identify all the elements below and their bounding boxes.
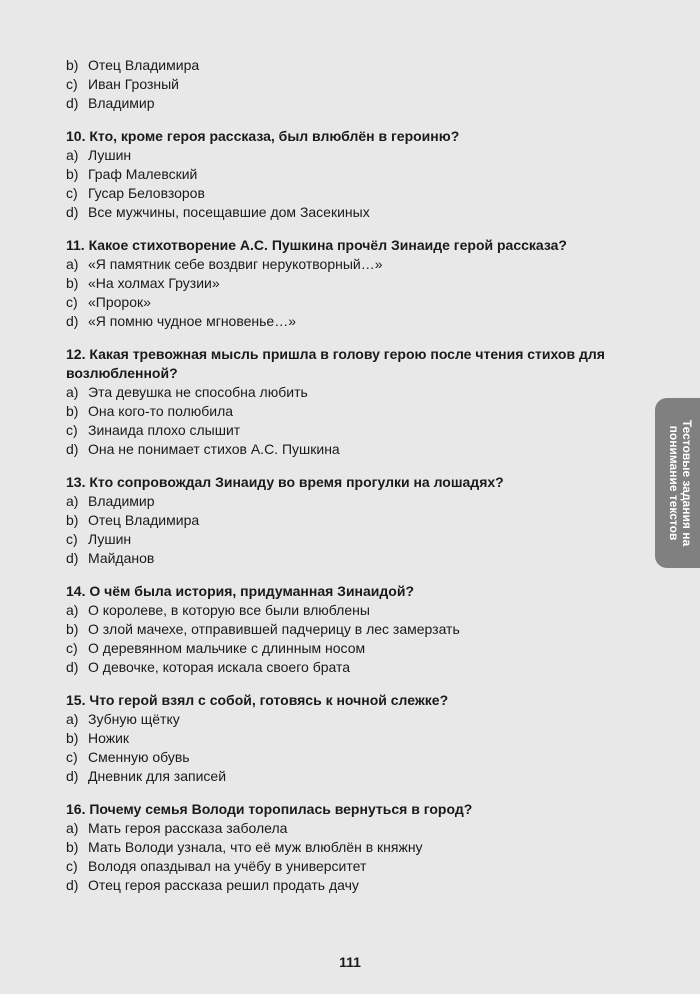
question-title: 16. Почему семья Володи торопилась вернуться в город? xyxy=(66,801,473,817)
answer-option xyxy=(66,165,636,184)
option-text: Отец героя рассказа решил продать дачу xyxy=(88,877,359,893)
answer-option xyxy=(66,94,636,113)
answer-option xyxy=(66,620,636,639)
option-text: Она кого-то полюбила xyxy=(88,403,234,419)
option-text: О злой мачехе, отправившей падчерицу в лес замерзать xyxy=(88,621,460,637)
option-text: Гусар Беловзоров xyxy=(88,185,205,201)
option-letter: c) xyxy=(66,531,78,547)
option-letter: d) xyxy=(66,313,79,329)
option-letter: b) xyxy=(66,57,79,73)
page-content xyxy=(66,56,636,895)
option-text: Мать Володи узнала, что её муж влюблён в княжну xyxy=(88,839,423,855)
option-text: Отец Владимира xyxy=(88,512,200,528)
answer-option xyxy=(66,639,636,658)
option-text: Сменную обувь xyxy=(88,749,190,765)
option-letter: d) xyxy=(66,550,79,566)
question-block xyxy=(66,800,636,895)
answer-option xyxy=(66,274,636,293)
answer-option xyxy=(66,402,636,421)
question-block xyxy=(66,345,636,459)
option-text: «Я памятник себе воздвиг нерукотворный…» xyxy=(88,256,383,272)
preceding-options xyxy=(66,56,636,113)
option-letter: a) xyxy=(66,256,79,272)
option-text: Все мужчины, посещавшие дом Засекиных xyxy=(88,204,370,220)
answer-option xyxy=(66,530,636,549)
option-letter: c) xyxy=(66,422,78,438)
option-letter: a) xyxy=(66,711,79,727)
question-title: 15. Что герой взял с собой, готовясь к ночной слежке? xyxy=(66,692,449,708)
answer-option xyxy=(66,146,636,165)
answer-option xyxy=(66,383,636,402)
option-letter: d) xyxy=(66,204,79,220)
question-title: 14. О чём была история, придуманная Зинаидой? xyxy=(66,583,414,599)
option-letter: a) xyxy=(66,147,79,163)
option-letter: d) xyxy=(66,441,79,457)
answer-option xyxy=(66,748,636,767)
answer-option xyxy=(66,601,636,620)
answer-option xyxy=(66,838,636,857)
answer-option xyxy=(66,421,636,440)
side-tab-label: Тестовые задания на понимание текстов xyxy=(667,419,694,547)
option-letter: b) xyxy=(66,275,79,291)
question-title: 11. Какое стихотворение А.С. Пушкина прочёл Зинаиде герой рассказа? xyxy=(66,237,567,253)
option-text: Иван Грозный xyxy=(88,76,179,92)
questions-list xyxy=(66,127,636,895)
question-title: 13. Кто сопровождал Зинаиду во время прогулки на лошадях? xyxy=(66,474,504,490)
option-letter: c) xyxy=(66,185,78,201)
option-letter: a) xyxy=(66,384,79,400)
option-letter: d) xyxy=(66,877,79,893)
page-number: 111 xyxy=(339,954,361,970)
question-title: 10. Кто, кроме героя рассказа, был влюблён в героиню? xyxy=(66,128,460,144)
option-letter: a) xyxy=(66,602,79,618)
option-text: Дневник для записей xyxy=(88,768,227,784)
option-text: Лушин xyxy=(88,531,132,547)
option-letter: b) xyxy=(66,512,79,528)
option-letter: b) xyxy=(66,621,79,637)
answer-option xyxy=(66,56,636,75)
question-block xyxy=(66,473,636,568)
option-text: Лушин xyxy=(88,147,132,163)
option-letter: b) xyxy=(66,839,79,855)
option-letter: c) xyxy=(66,858,78,874)
answer-option xyxy=(66,203,636,222)
option-letter: c) xyxy=(66,749,78,765)
option-text: Майданов xyxy=(88,550,155,566)
answer-option xyxy=(66,293,636,312)
option-text: «Я помню чудное мгновенье…» xyxy=(88,313,297,329)
option-text: Граф Малевский xyxy=(88,166,198,182)
answer-option xyxy=(66,710,636,729)
answer-option xyxy=(66,511,636,530)
option-text: Она не понимает стихов А.С. Пушкина xyxy=(88,441,340,457)
answer-option xyxy=(66,440,636,459)
answer-option xyxy=(66,75,636,94)
option-text: Ножик xyxy=(88,730,130,746)
option-text: Зубную щётку xyxy=(88,711,180,727)
option-text: Владимир xyxy=(88,493,155,509)
answer-option xyxy=(66,876,636,895)
option-letter: b) xyxy=(66,403,79,419)
side-tab xyxy=(655,398,700,568)
option-text: О королеве, в которую все были влюблены xyxy=(88,602,370,618)
option-letter: b) xyxy=(66,730,79,746)
option-text: Мать героя рассказа заболела xyxy=(88,820,288,836)
question-block xyxy=(66,127,636,222)
answer-option xyxy=(66,549,636,568)
question-block xyxy=(66,236,636,331)
question-block xyxy=(66,691,636,786)
answer-option xyxy=(66,255,636,274)
question-title: 12. Какая тревожная мысль пришла в голову герою после чтения стихов для возлюбленной? xyxy=(66,346,605,381)
option-text: Володя опаздывал на учёбу в университет xyxy=(88,858,367,874)
option-text: Владимир xyxy=(88,95,155,111)
answer-option xyxy=(66,184,636,203)
option-letter: c) xyxy=(66,640,78,656)
option-text: О девочке, которая искала своего брата xyxy=(88,659,351,675)
answer-option xyxy=(66,492,636,511)
answer-option xyxy=(66,729,636,748)
answer-option xyxy=(66,312,636,331)
answer-option xyxy=(66,767,636,786)
option-letter: c) xyxy=(66,76,78,92)
option-text: О деревянном мальчике с длинным носом xyxy=(88,640,366,656)
option-letter: a) xyxy=(66,493,79,509)
answer-option xyxy=(66,658,636,677)
question-block xyxy=(66,582,636,677)
option-letter: d) xyxy=(66,768,79,784)
option-letter: b) xyxy=(66,166,79,182)
option-text: «Пророк» xyxy=(88,294,151,310)
answer-option xyxy=(66,857,636,876)
option-letter: d) xyxy=(66,95,79,111)
option-text: Зинаида плохо слышит xyxy=(88,422,241,438)
option-letter: c) xyxy=(66,294,78,310)
option-letter: d) xyxy=(66,659,79,675)
option-text: Отец Владимира xyxy=(88,57,200,73)
option-letter: a) xyxy=(66,820,79,836)
answer-option xyxy=(66,819,636,838)
option-text: «На холмах Грузии» xyxy=(88,275,220,291)
option-text: Эта девушка не способна любить xyxy=(88,384,308,400)
